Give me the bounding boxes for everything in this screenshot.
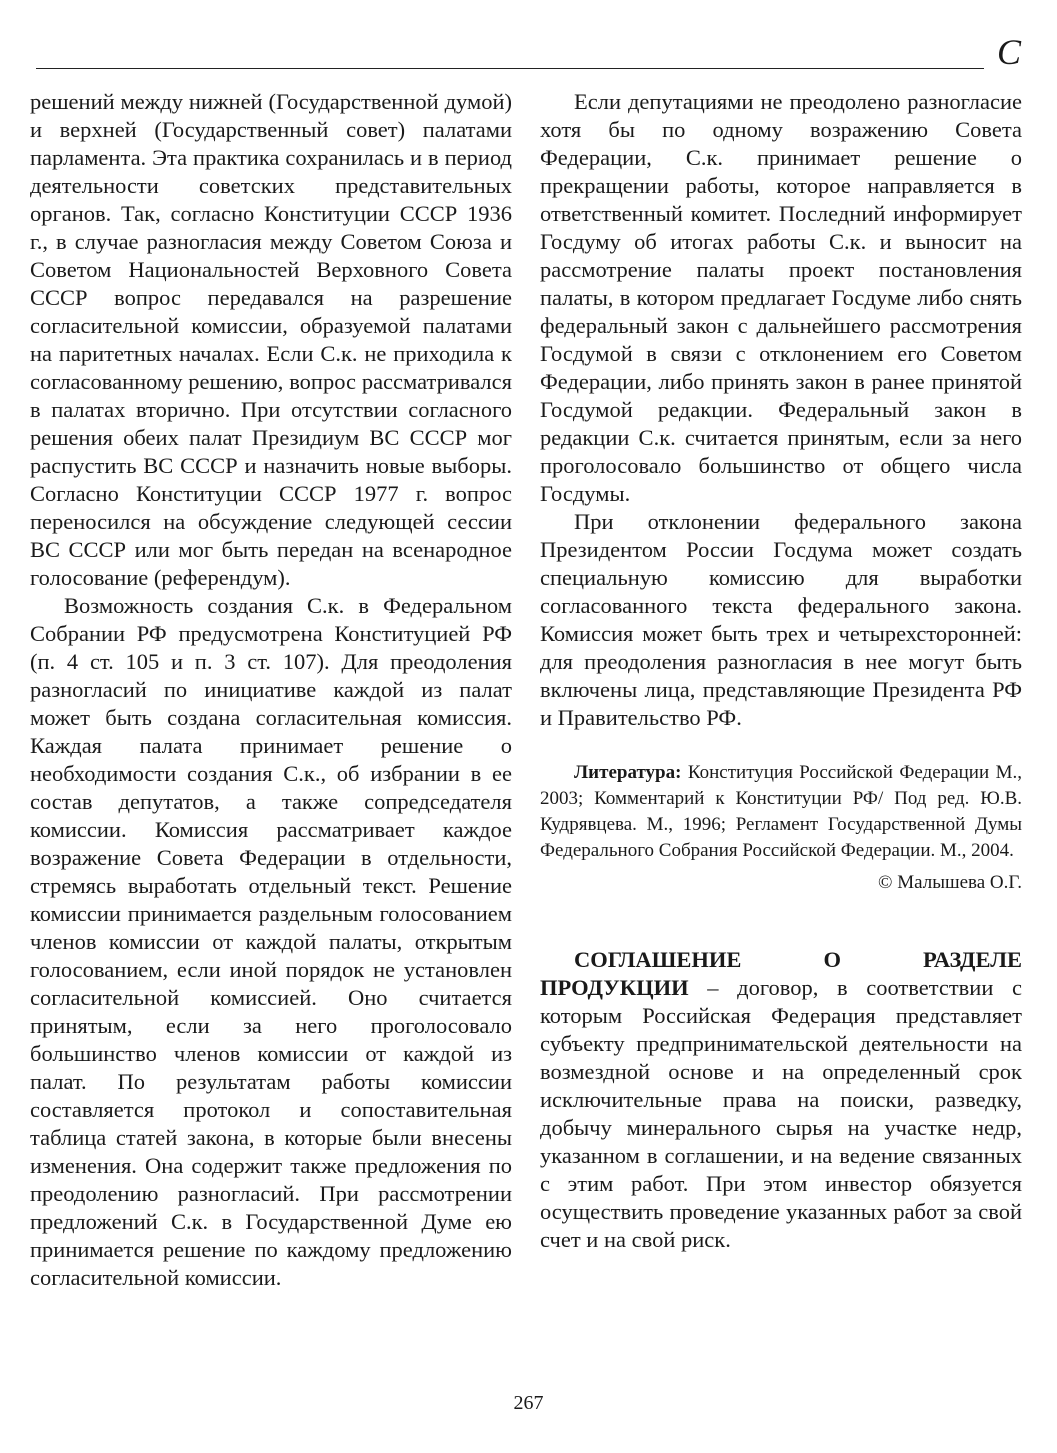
left-paragraph-1: решений между нижней (Государственной думой) и верхней (Государственный совет) палатами парламента. Эта практика сохранилась и в период деятельности советских представительных органов. Так, согласно Конституции СССР 1936 г., в случае разногласия между Советом Союза и Советом Национальностей Верховного Совета СССР вопрос передавался на разрешение согласительной комиссии, образуемой палатами на паритетных началах. Если С.к. не приходила к согласованному решению, вопрос рассматривался в палатах вторично. При отсутствии согласного решения обеих палат Президиум ВС СССР мог распустить ВС СССР и назначить новые выборы. Согласно Конституции СССР 1977 г. вопрос переносился на обсуждение следующей сессии ВС СССР или мог быть передан на всенародное голосование (референдум).: [30, 89, 512, 590]
literature-block: [540, 760, 1022, 864]
literature-text: Конституция Российской Федерации М., 2003; Комментарий к Конституции РФ/ Под ред. Ю.В. Кудрявцева. М., 1996; Регламент Государственной Думы Федерального Собрания Российской Федерации. М., 2004.: [540, 762, 1022, 861]
right-column: [540, 88, 1022, 1254]
literature-label: Литература:: [574, 762, 682, 783]
section-letter: С: [996, 32, 1021, 72]
article-term: СОГЛАШЕНИЕ О РАЗДЕЛЕ ПРОДУКЦИИ: [540, 947, 1022, 1000]
author-signature: © Малышева О.Г.: [878, 872, 1022, 893]
article-definition: – договор, в соответствии с которым Российская Федерация представляет субъекту предпринимательской деятельности на возмездной основе и на определенный срок исключительные права на поиски, разведку, добычу минерального сырья на участке недр, указанном в соглашении, и на ведение связанных с этим работ. При этом инвестор обязуется осуществить проведение указанных работ за свой счет и на свой риск.: [540, 975, 1022, 1252]
left-column: [30, 88, 512, 1292]
right-paragraph-1: Если депутациями не преодолено разногласие хотя бы по одному возражению Совета Федерации, С.к. принимает решение о прекращении работы, которое направляется в ответственный комитет. Последний информирует Госдуму об итогах работы С.к. и выносит на рассмотрение палаты проект постановления палаты, в котором предлагает Госдуме либо снять федеральный закон с дальнейшего рассмотрения Госдумой в связи с отклонением его Советом Федерации, либо принять закон в ранее принятой Госдумой редакции. Федеральный закон в редакции С.к. считается принятым, если за него проголосовало большинство от общего числа Госдумы.: [540, 89, 1022, 506]
header-rule: [36, 68, 984, 69]
right-paragraph-2: При отклонении федерального закона Президентом России Госдума может создать специальную комиссию для выработки согласованного текста федерального закона. Комиссия может быть трех и четырехсторонней: для преодоления разногласия в нее могут быть включены лица, представляющие Президента РФ и Правительство РФ.: [540, 509, 1022, 730]
page-number: 267: [513, 1392, 544, 1414]
article-entry: [540, 946, 1022, 1254]
left-paragraph-2: Возможность создания С.к. в Федеральном Собрании РФ предусмотрена Конституцией РФ (п. 4 ст. 105 и п. 3 ст. 107). Для преодоления разногласий по инициативе каждой из палат может быть создана согласительная комиссия. Каждая палата принимает решение о необходимости создания С.к., об избрании в ее состав депутатов, а также сопредседателя комиссии. Комиссия рассматривает каждое возражение Совета Федерации в отдельности, стремясь выработать отдельный текст. Решение комиссии принимается раздельным голосованием членов комиссии от каждой палаты, открытым голосованием, если иной порядок не установлен согласительной комиссией. Оно считается принятым, если за него проголосовало большинство членов комиссии от каждой из палат. По результатам работы комиссии составляется протокол и сопоставительная таблица статей закона, в которые были внесены изменения. Она содержит также предложения по преодолению разногласий. При рассмотрении предложений С.к. в Государственной Думе ею принимается решение по каждому предложению согласительной комиссии.: [30, 593, 512, 1290]
